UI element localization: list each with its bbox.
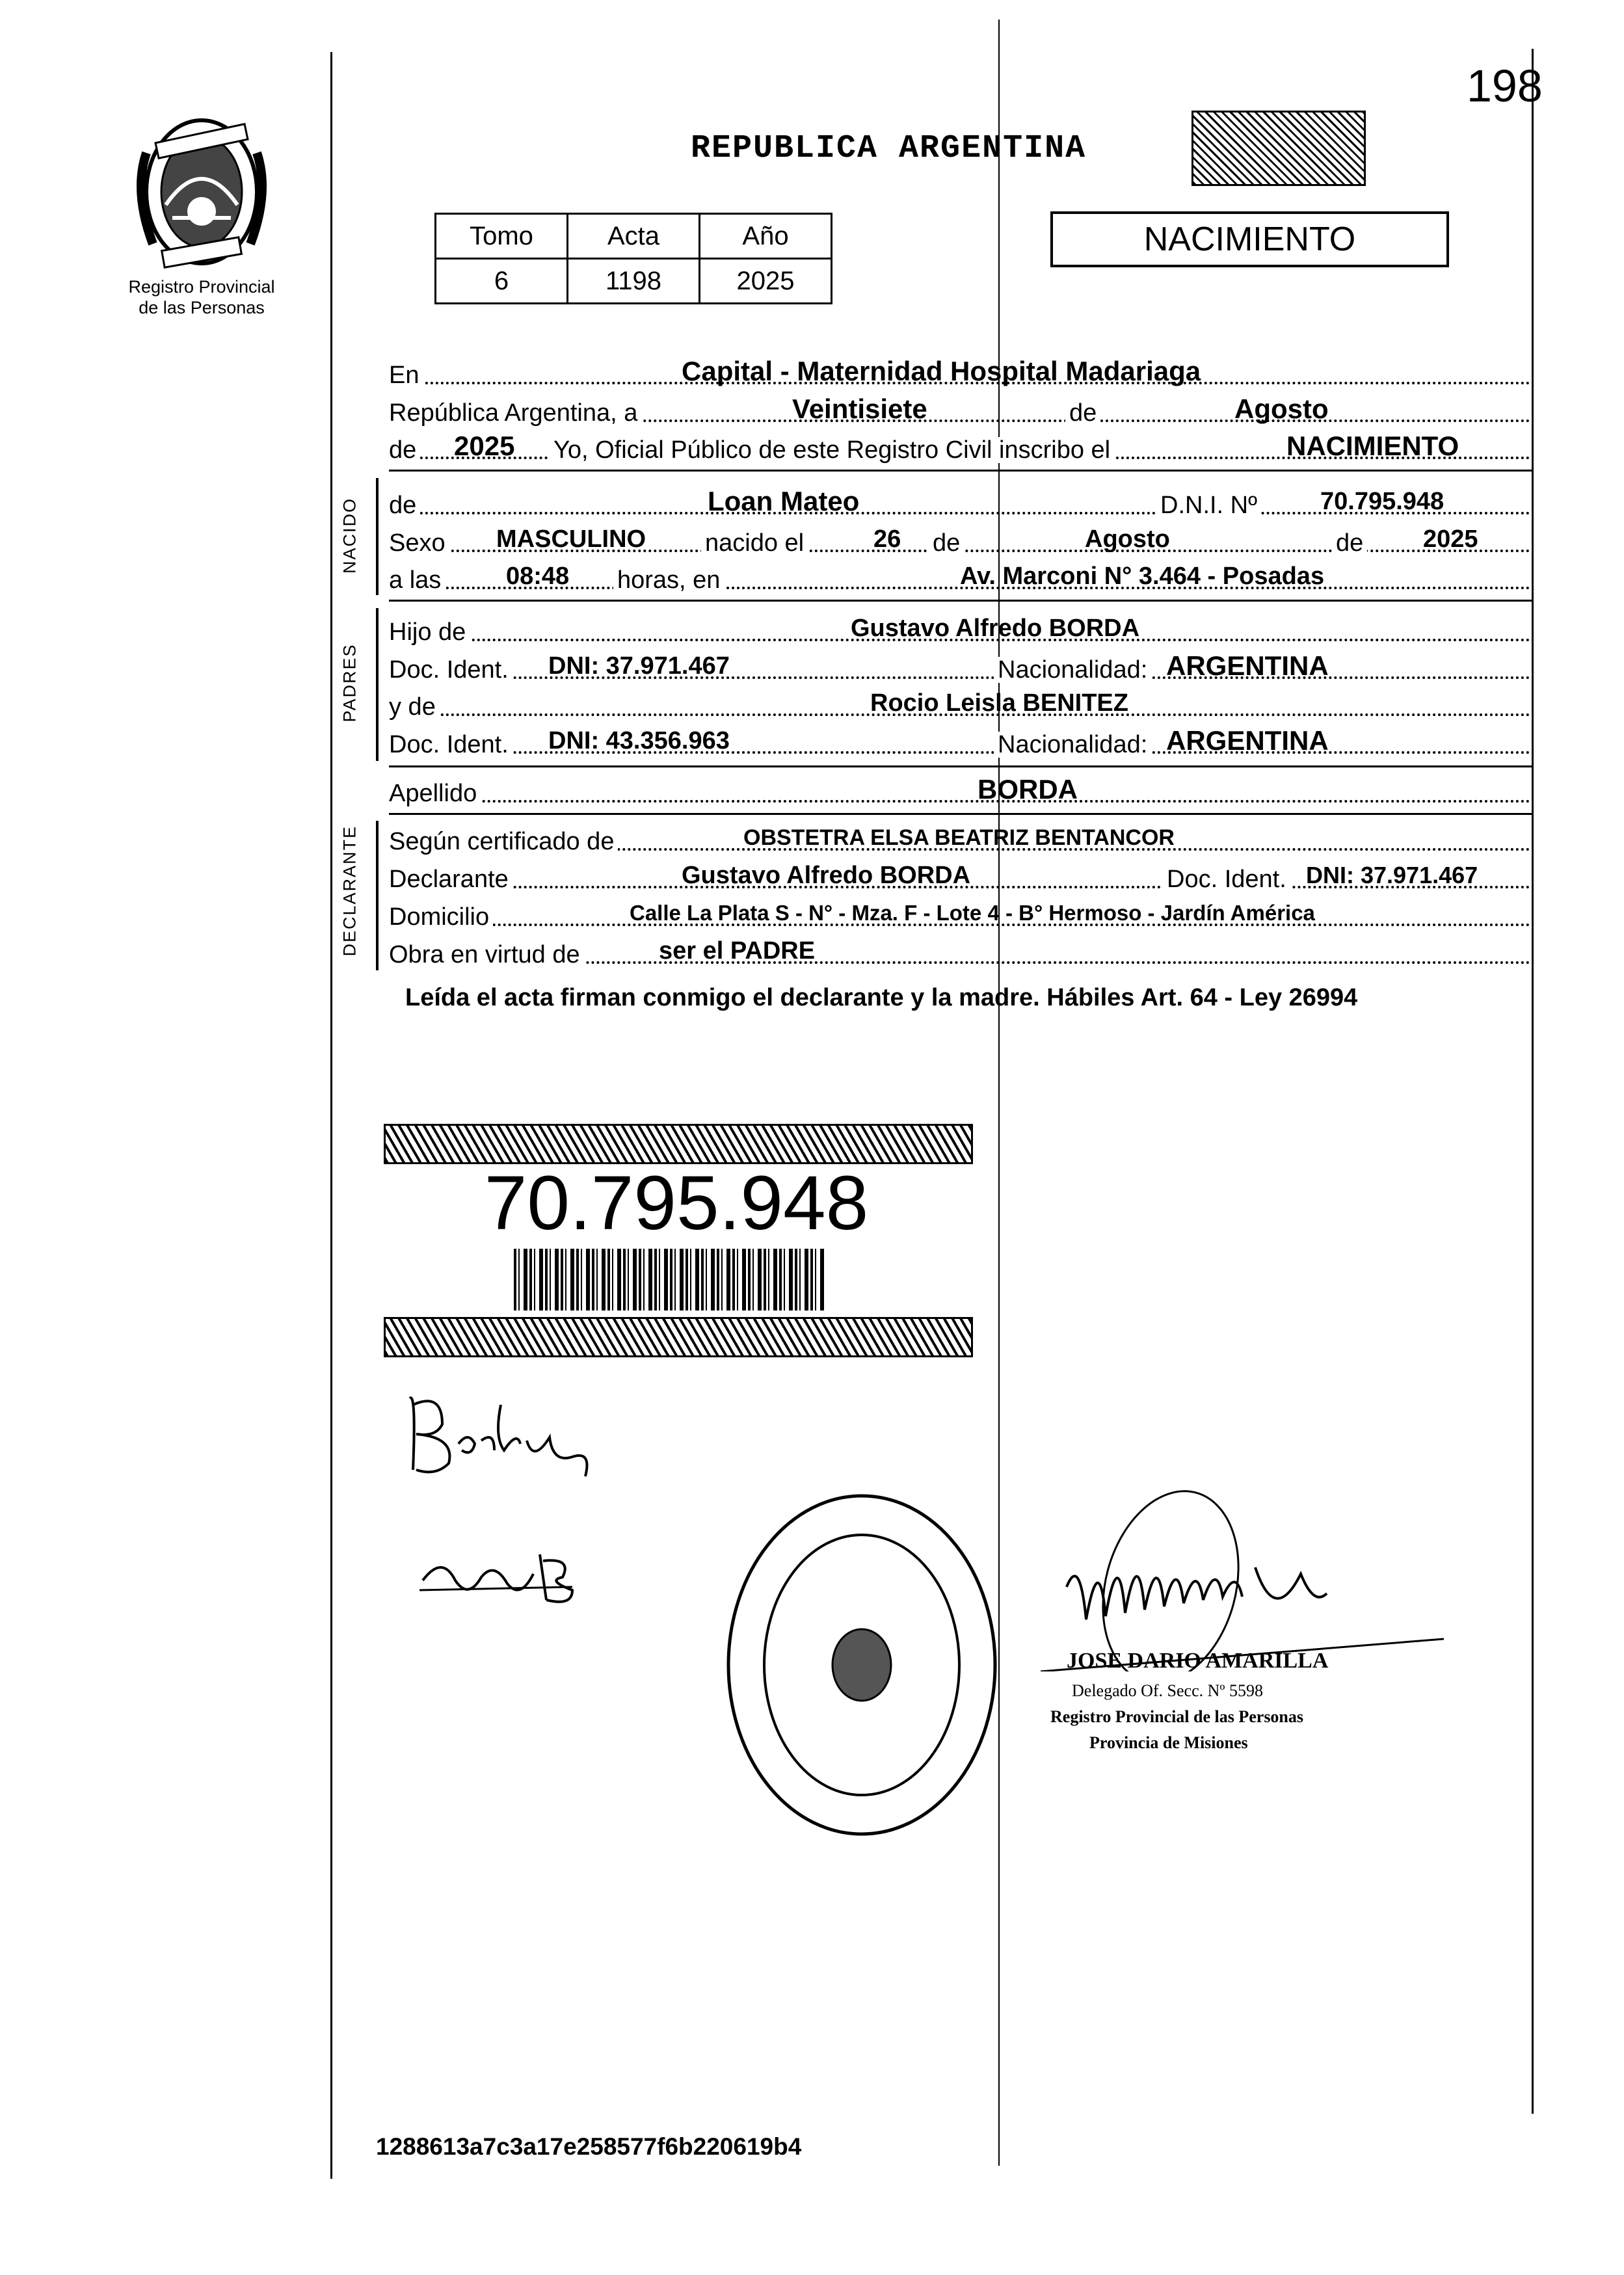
- security-band-bottom: [384, 1317, 973, 1357]
- label-horas-en: horas, en: [613, 567, 724, 593]
- section-padres: PADRES: [339, 643, 360, 723]
- official-line1: Delegado Of. Secc. Nº 5598: [1072, 1681, 1263, 1700]
- row-sexo: [389, 522, 1530, 559]
- official-line2: Registro Provincial de las Personas: [1050, 1707, 1304, 1726]
- official-line3: Provincia de Misiones: [1089, 1733, 1248, 1752]
- label-de-anio-nac: de: [1332, 530, 1367, 556]
- father-signature: [397, 1379, 605, 1493]
- value-madre-nac: ARGENTINA: [1166, 725, 1329, 756]
- label-y-de: y de: [389, 694, 440, 720]
- value-mes: Agosto: [1234, 393, 1329, 424]
- separator-3: [389, 765, 1532, 767]
- document-hash: 1288613a7c3a17e258577f6b220619b4: [376, 2133, 802, 2160]
- row-republica: [389, 392, 1530, 429]
- row-nombre: [389, 485, 1530, 521]
- label-en: En: [389, 362, 423, 388]
- value-dia-nac: 26: [873, 526, 901, 553]
- label-republica: República Argentina, a: [389, 400, 641, 426]
- tomo-header: Tomo: [436, 214, 568, 259]
- value-tipo: NACIMIENTO: [1286, 431, 1459, 461]
- label-nombre-de: de: [389, 492, 420, 518]
- value-declarante: Gustavo Alfredo BORDA: [682, 862, 971, 889]
- label-de-mes: de: [1065, 400, 1100, 426]
- section-declarante: DECLARANTE: [339, 825, 360, 957]
- value-dia: Veintisiete: [792, 393, 927, 424]
- logo-caption-line2: de las Personas: [139, 298, 265, 317]
- value-mes-nac: Agosto: [1085, 526, 1170, 553]
- row-madre-doc: [389, 724, 1530, 760]
- label-apellido: Apellido: [389, 780, 481, 806]
- value-declarante-doc: DNI: 37.971.467: [1306, 862, 1478, 888]
- value-anio: 2025: [454, 431, 515, 461]
- value-obra: ser el PADRE: [659, 937, 816, 965]
- row-apellido: [389, 773, 1530, 809]
- label-domicilio: Domicilio: [389, 904, 493, 930]
- row-certificado: [389, 821, 1530, 857]
- label-dni: D.N.I. Nº: [1156, 492, 1261, 518]
- official-seal: [722, 1489, 1002, 1844]
- label-madre-nac: Nacionalidad:: [994, 732, 1151, 758]
- row-yo: [389, 429, 1530, 466]
- label-yo: Yo, Oficial Público de este Registro Civil inscribo el: [548, 437, 1114, 463]
- label-padre-nac: Nacionalidad:: [994, 657, 1151, 683]
- page-title: REPUBLICA ARGENTINA: [691, 130, 1087, 167]
- row-padre-doc: [389, 649, 1530, 685]
- row-madre: [389, 686, 1530, 723]
- left-margin-line: [330, 52, 332, 2179]
- acta-value: 1198: [568, 259, 700, 304]
- label-de-anio: de: [389, 437, 420, 463]
- label-declarante: Declarante: [389, 866, 512, 892]
- label-padre-doc: Doc. Ident.: [389, 657, 512, 683]
- value-nombre: Loan Mateo: [708, 486, 860, 516]
- registry-table: [434, 213, 832, 304]
- separator-4: [389, 813, 1532, 815]
- row-domicilio: [389, 896, 1530, 933]
- label-obra: Obra en virtud de: [389, 942, 584, 968]
- declarante-bracket: [376, 821, 379, 970]
- value-padre-doc: DNI: 37.971.467: [548, 652, 730, 680]
- document-type-box: NACIMIENTO: [1050, 211, 1449, 267]
- tomo-value: 6: [436, 259, 568, 304]
- value-lugar: Capital - Maternidad Hospital Madariaga: [682, 356, 1201, 386]
- value-lugar-nac: Av. Marconi N° 3.464 - Posadas: [960, 563, 1325, 590]
- row-obra: [389, 934, 1530, 970]
- anio-value: 2025: [700, 259, 832, 304]
- security-hologram: [1191, 111, 1366, 186]
- value-anio-nac: 2025: [1423, 526, 1478, 553]
- barcode: [514, 1249, 826, 1310]
- value-dni: 70.795.948: [1320, 488, 1444, 515]
- label-sexo: Sexo: [389, 530, 449, 556]
- logo-caption-line1: Registro Provincial: [128, 277, 275, 297]
- official-name: JOSE DARIO AMARILLA: [1067, 1649, 1329, 1673]
- province-logo: [127, 114, 276, 276]
- label-nacido-el: nacido el: [701, 530, 808, 556]
- value-domicilio: Calle La Plata S - N° - Mza. F - Lote 4 - B° Hermoso - Jardín América: [630, 901, 1315, 925]
- fold-line: [998, 20, 1000, 2166]
- label-declarante-doc: Doc. Ident.: [1163, 866, 1290, 892]
- misiones-emblem-icon: [127, 114, 276, 276]
- label-madre-doc: Doc. Ident.: [389, 732, 512, 758]
- separator-2: [389, 600, 1532, 602]
- separator-1: [389, 470, 1532, 472]
- row-padre: [389, 611, 1530, 648]
- nacido-bracket: [376, 478, 379, 595]
- closing-text: Leída el acta firman conmigo el declarante y la madre. Hábiles Art. 64 - Ley 26994: [405, 984, 1358, 1011]
- value-apellido: BORDA: [978, 774, 1078, 805]
- label-segun: Según certificado de: [389, 829, 618, 855]
- section-nacido: NACIDO: [339, 498, 360, 574]
- label-hijo-de: Hijo de: [389, 619, 470, 645]
- row-en: [389, 354, 1530, 391]
- acta-header: Acta: [568, 214, 700, 259]
- padres-bracket: [376, 608, 379, 761]
- row-declarante: [389, 858, 1530, 895]
- page-number: 198: [1467, 60, 1543, 111]
- barcode-number: 70.795.948: [484, 1160, 869, 1246]
- anio-header: Año: [700, 214, 832, 259]
- value-padre: Gustavo Alfredo BORDA: [851, 615, 1140, 642]
- value-madre-doc: DNI: 43.356.963: [548, 727, 730, 754]
- label-de-mes-nac: de: [929, 530, 964, 556]
- value-hora: 08:48: [506, 563, 570, 590]
- official-signature: [1041, 1476, 1457, 1675]
- right-margin-line: [1532, 49, 1534, 2114]
- mother-signature: [416, 1541, 585, 1616]
- value-certificado: OBSTETRA ELSA BEATRIZ BENTANCOR: [743, 825, 1175, 850]
- value-padre-nac: ARGENTINA: [1166, 650, 1329, 681]
- label-a-las: a las: [389, 567, 445, 593]
- logo-caption: [111, 276, 293, 318]
- value-madre: Rocio Leisla BENITEZ: [870, 689, 1128, 717]
- row-hora: [389, 559, 1530, 596]
- value-sexo: MASCULINO: [496, 526, 646, 553]
